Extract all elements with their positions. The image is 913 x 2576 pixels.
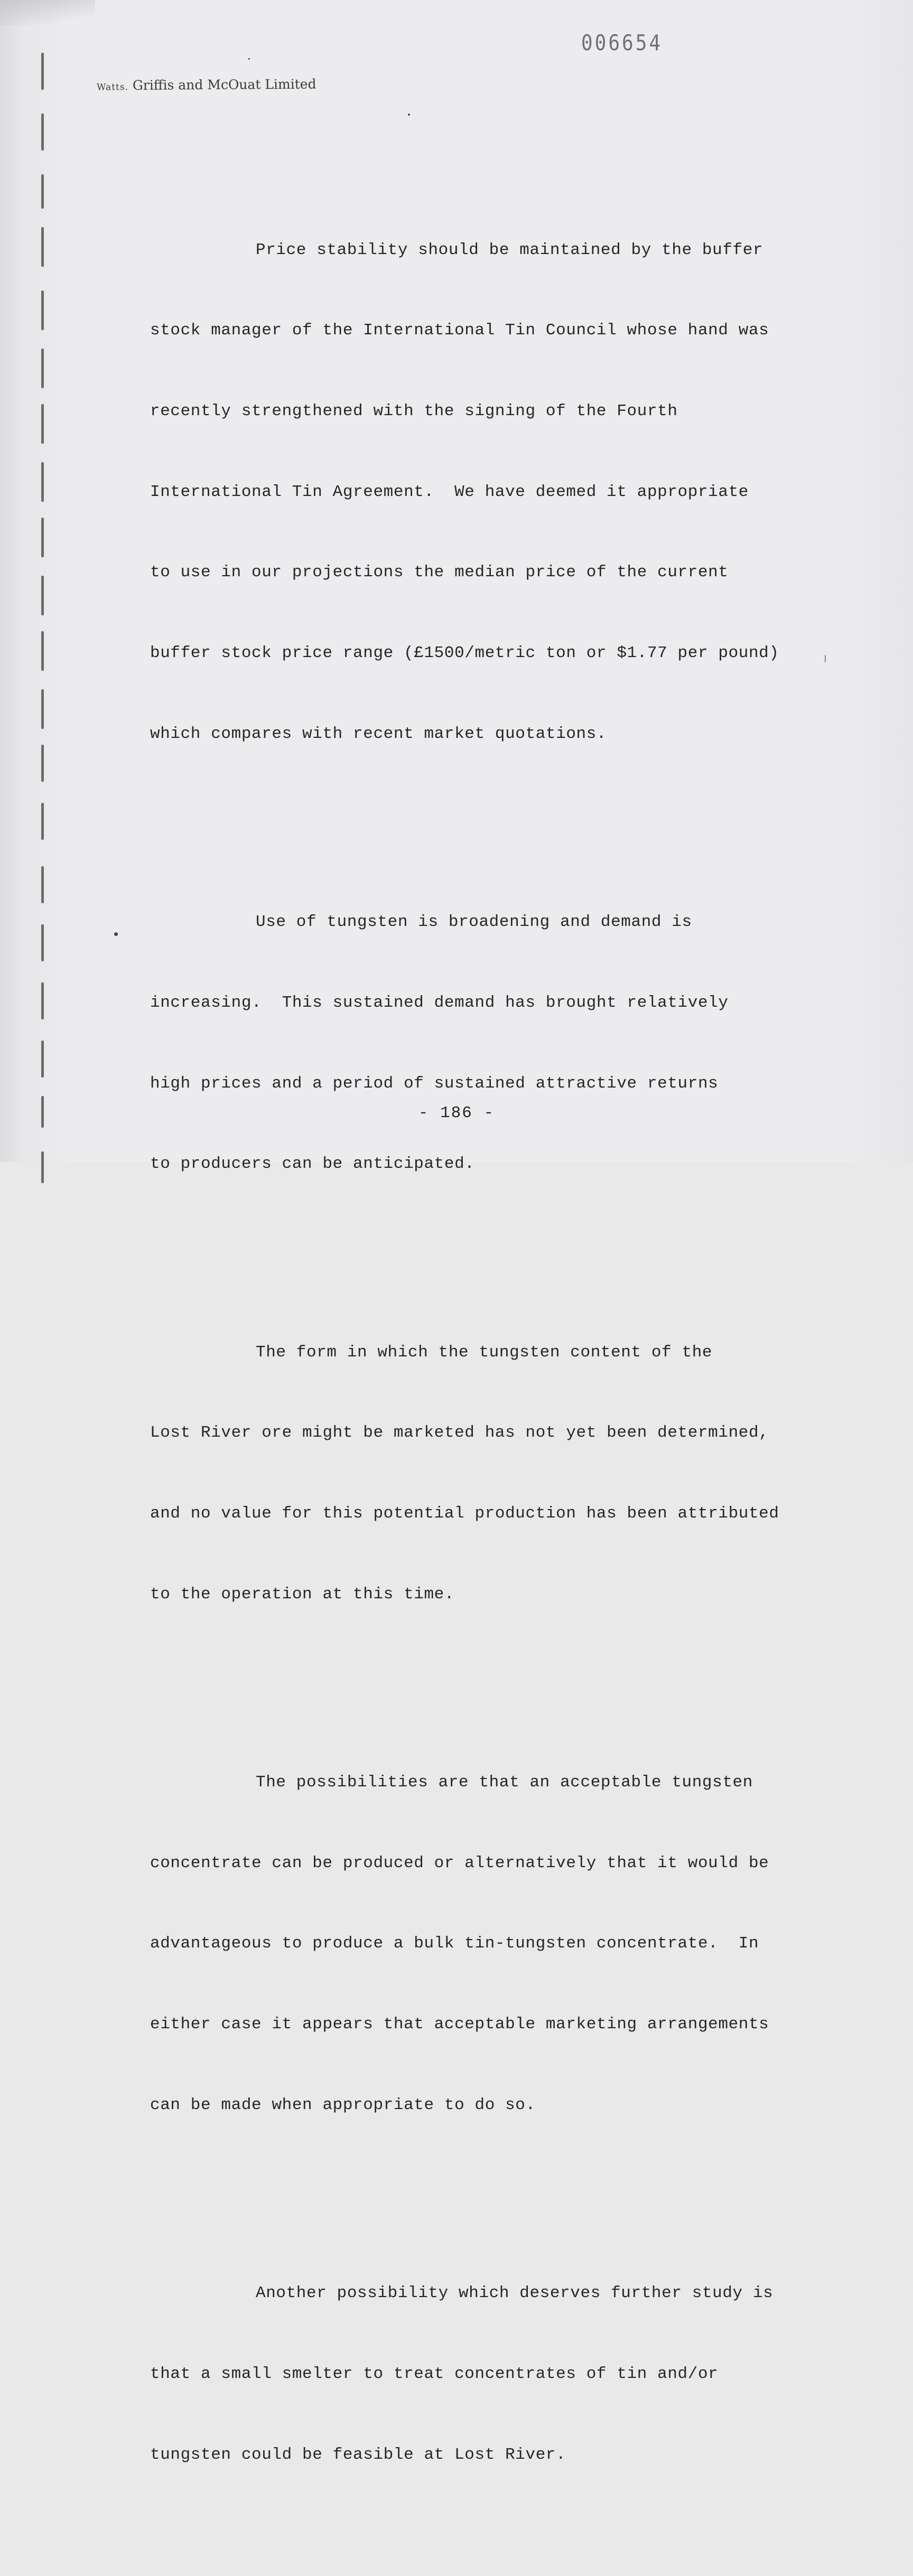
letterhead [97, 77, 316, 93]
text-line: International Tin Agreement. We have deemed it appropriate [150, 482, 749, 501]
letterhead-company-name: Griffis and McOuat Limited [132, 76, 316, 93]
scan-speck [408, 114, 410, 116]
text-line: Use of tungsten is broadening and demand is [256, 913, 692, 932]
letterhead-prefix: Watts. [96, 82, 129, 93]
text-line: which compares with recent market quotations. [150, 724, 607, 743]
paragraph-smelter [150, 2226, 821, 2522]
text-line: high prices and a period of sustained attractive returns [150, 1074, 719, 1093]
text-line: that a small smelter to treat concentrates of tin and/or [150, 2364, 719, 2383]
scan-speck [248, 58, 250, 60]
text-line: increasing. This sustained demand has brought relatively [150, 993, 729, 1012]
text-line: Price stability should be maintained by the buffer [256, 240, 763, 259]
text-line: either case it appears that acceptable marketing arrangements [150, 2015, 769, 2034]
paragraph-price-stability [150, 183, 821, 802]
paragraph-marketing-form [150, 1286, 821, 1662]
scan-speck [825, 655, 826, 662]
text-line: The possibilities are that an acceptable tungsten [256, 1773, 753, 1792]
text-line: Another possibility which deserves further study is [256, 2284, 774, 2303]
page-corner-shadow [0, 0, 95, 25]
text-line: and no value for this potential production has been attributed [150, 1504, 779, 1523]
text-line: to the operation at this time. [150, 1585, 455, 1604]
binding-holes [31, 53, 52, 1141]
text-line: buffer stock price range (£1500/metric ton or $1.77 per pound) [150, 644, 779, 663]
text-line: Lost River ore might be marketed has not yet been determined, [150, 1423, 769, 1442]
text-line: advantageous to produce a bulk tin-tungsten concentrate. In [150, 1934, 759, 1953]
text-line: recently strengthened with the signing of the Fourth [150, 402, 678, 421]
text-line: concentrate can be produced or alternatively that it would be [150, 1853, 769, 1872]
text-line: can be made when appropriate to do so. [150, 2095, 536, 2114]
page-number: - 186 - [418, 1104, 495, 1122]
scan-speck [114, 932, 118, 936]
paragraph-possibilities [150, 1716, 821, 2172]
text-line: The form in which the tungsten content of the [256, 1343, 713, 1362]
text-line: to producers can be anticipated. [150, 1155, 475, 1174]
document-stamp-number: 006654 [581, 31, 663, 56]
body-text [150, 129, 821, 2576]
text-line: stock manager of the International Tin Council whose hand was [150, 321, 769, 340]
text-line: to use in our projections the median price of the current [150, 563, 729, 582]
paragraph-tungsten-demand [150, 855, 821, 1232]
text-line: tungsten could be feasible at Lost River. [150, 2445, 566, 2464]
